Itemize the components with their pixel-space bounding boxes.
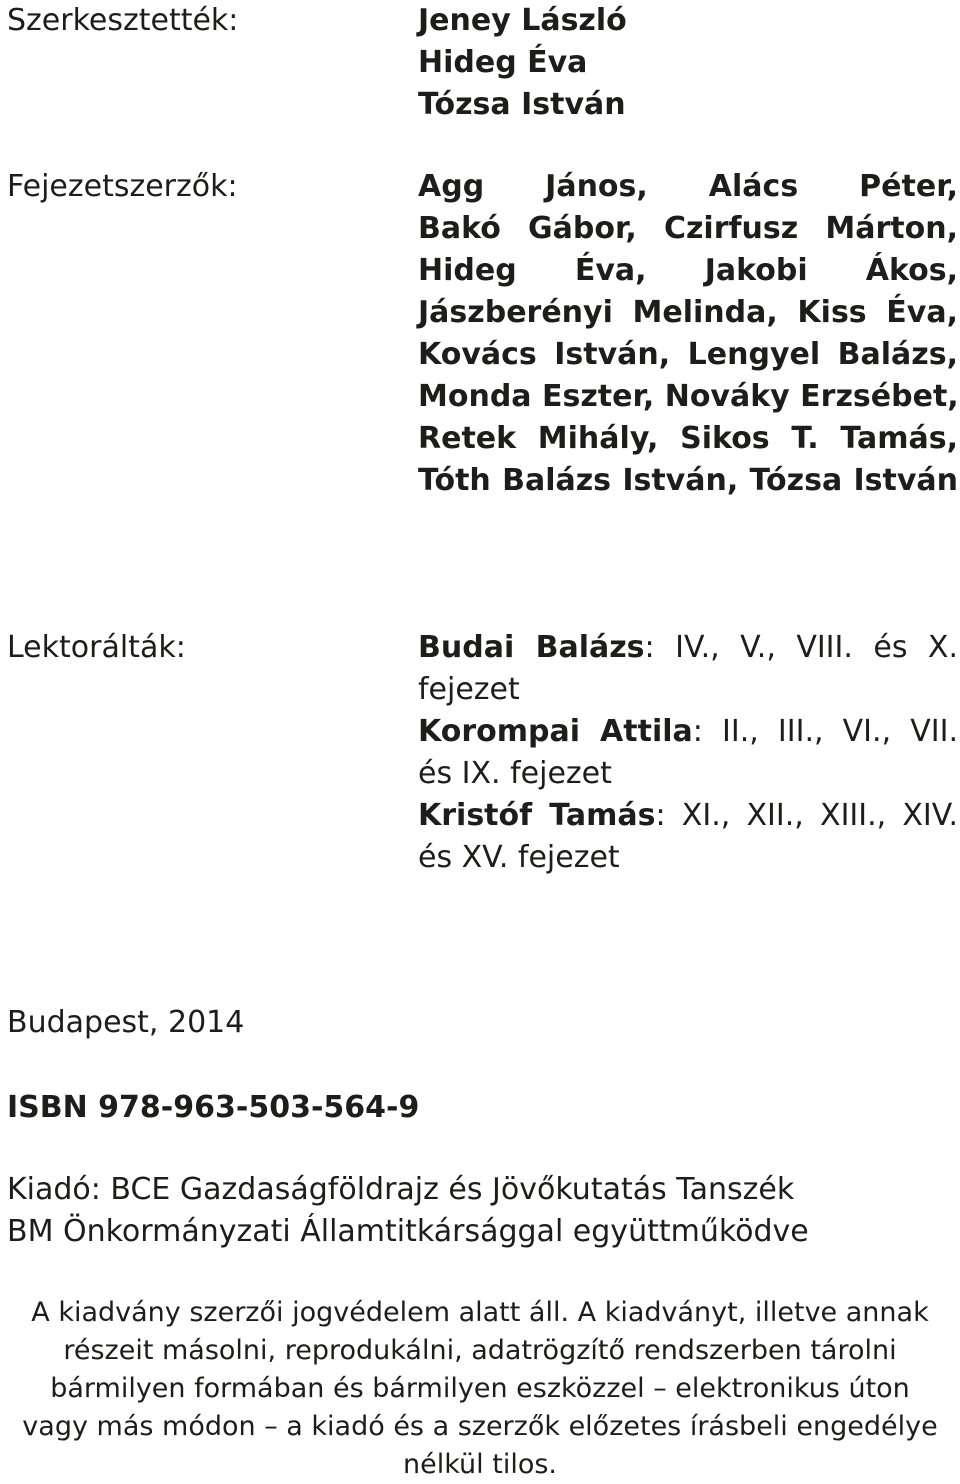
editor-name: Tózsa István xyxy=(418,87,626,122)
copyright-notice-line: bármilyen formában és bármilyen eszközzel – elektronikus úton xyxy=(50,1373,910,1404)
reviewer-chapters-cont: fejezet xyxy=(418,672,520,707)
editor-name: Jeney László xyxy=(418,3,627,38)
reviewer-name: Korompai Attila xyxy=(418,714,693,749)
chapter-authors-label: Fejezetszerzők: xyxy=(7,169,238,204)
chapter-authors-line: Retek Mihály, Sikos T. Tamás, xyxy=(418,421,958,456)
reviewer-name: Kristóf Tamás xyxy=(418,798,656,833)
publisher-line: BM Önkormányzati Államtitkársággal együttműködve xyxy=(7,1214,809,1249)
chapter-authors-line: Bakó Gábor, Czirfusz Márton, xyxy=(418,211,958,246)
reviewers-list xyxy=(418,627,958,879)
reviewer-name: Budai Balázs xyxy=(418,630,645,665)
reviewers-label: Lektorálták: xyxy=(7,630,186,665)
reviewer-entry-line xyxy=(418,711,958,753)
chapter-authors-line: Kovács István, Lengyel Balázs, xyxy=(418,337,958,372)
copyright-notice-line: vagy más módon – a kiadó és a szerzők előzetes írásbeli engedélye xyxy=(22,1411,938,1442)
chapter-authors-line: Hideg Éva, Jakobi Ákos, xyxy=(418,253,958,288)
editor-name: Hideg Éva xyxy=(418,45,588,80)
chapter-authors-line: Tóth Balázs István, Tózsa István xyxy=(418,463,958,498)
chapter-authors-line: Monda Eszter, Nováky Erzsébet, xyxy=(418,379,959,414)
chapter-authors-line: Agg János, Alács Péter, xyxy=(418,169,958,204)
reviewer-chapters-cont: és XV. fejezet xyxy=(418,840,620,875)
reviewer-chapters: : IV., V., VIII. és X. xyxy=(644,630,958,665)
copyright-notice-line: részeit másolni, reprodukálni, adatrögzítő rendszerben tárolni xyxy=(63,1335,897,1366)
reviewer-entry-line xyxy=(418,627,958,669)
chapter-authors-list xyxy=(418,166,958,502)
copyright-notice-line: nélkül tilos. xyxy=(403,1449,557,1480)
copyright-notice xyxy=(0,1294,960,1484)
chapter-authors-line: Jászberényi Melinda, Kiss Éva, xyxy=(418,295,958,330)
place-year: Budapest, 2014 xyxy=(7,1005,245,1040)
publisher-line: Kiadó: BCE Gazdaságföldrajz és Jövőkutatás Tanszék xyxy=(7,1172,795,1207)
reviewer-entry-line xyxy=(418,795,958,837)
copyright-notice-line: A kiadvány szerzői jogvédelem alatt áll. A kiadványt, illetve annak xyxy=(31,1297,929,1328)
reviewer-chapters: : XI., XII., XIII., XIV. xyxy=(655,798,958,833)
editors-list xyxy=(418,0,958,126)
editors-label: Szerkesztették: xyxy=(7,3,239,38)
reviewer-chapters: : II., III., VI., VII. xyxy=(692,714,958,749)
isbn: ISBN 978-963-503-564-9 xyxy=(7,1090,420,1125)
reviewer-chapters-cont: és IX. fejezet xyxy=(418,756,612,791)
